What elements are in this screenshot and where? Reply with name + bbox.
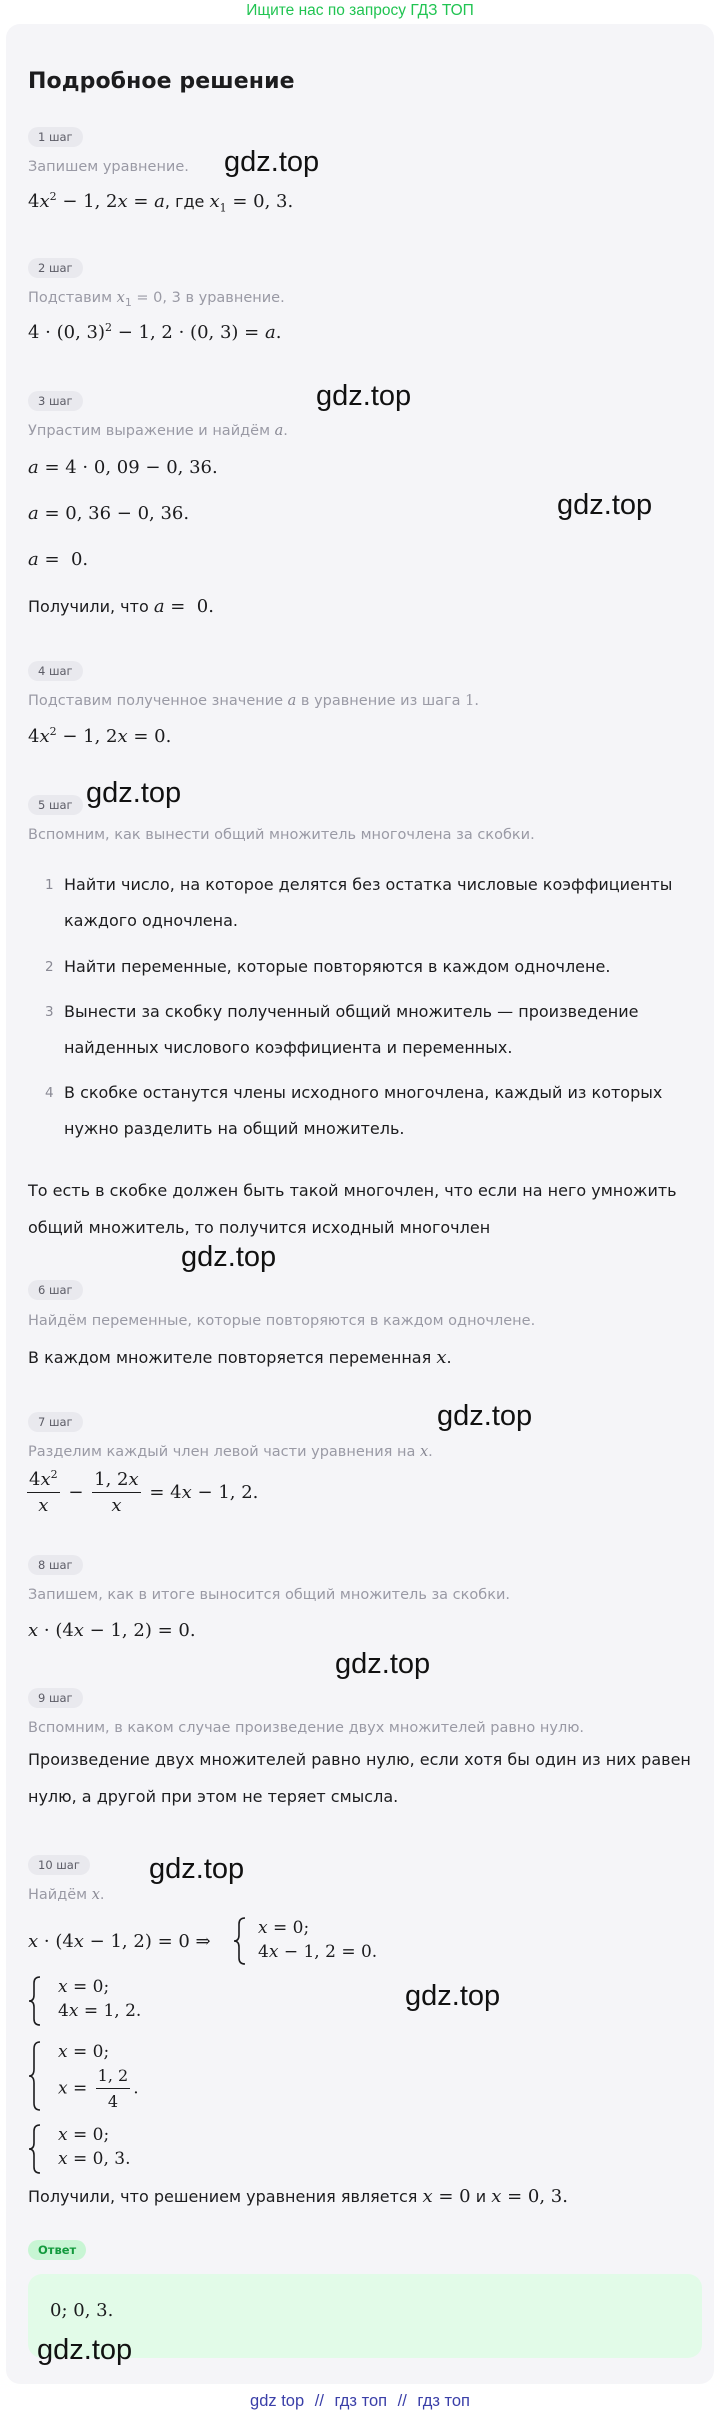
- page-title: Подробное решение: [28, 69, 295, 94]
- step-hint: Подставим $x_1 = 0$, 3 в уравнение.: [28, 290, 285, 309]
- brace-icon: [28, 2040, 42, 2112]
- answer-value: 0; 0, 3.: [50, 2300, 114, 2321]
- list-item: 4 В скобке останутся члены исходного многочлена, каждый из которых нужно разделить на общий множитель.: [45, 1083, 663, 1138]
- step-badge: 2 шаг: [28, 258, 83, 278]
- watermark: gdz.top: [224, 146, 320, 178]
- list-item: 3 Вынести за скобку полученный общий множитель — произведение найденных числового коэффициента и переменных.: [45, 1002, 639, 1057]
- step-hint: Запишем, как в итоге выносится общий множитель за скобки.: [28, 1587, 511, 1603]
- step-badge: 8 шаг: [28, 1555, 83, 1575]
- list-item: 2 Найти переменные, которые повторяются в каждом одночлене.: [45, 957, 611, 976]
- answer-badge: Ответ: [28, 2240, 86, 2260]
- watermark: gdz.top: [437, 1400, 533, 1432]
- result-line: Получили, что a = 0.: [28, 596, 214, 617]
- step-badge: 10 шаг: [28, 1855, 90, 1875]
- equation: a = 0.: [28, 549, 89, 570]
- watermark: gdz.top: [335, 1648, 431, 1680]
- equation: x · (4x − 1, 2) = 0 ⇒: [28, 1931, 211, 1952]
- watermark: gdz.top: [316, 380, 412, 412]
- footer-link[interactable]: gdz top: [250, 2392, 305, 2410]
- step-hint: Запишем уравнение.: [28, 159, 189, 175]
- step-hint: Вспомним, как вынести общий множитель многочлена за скобки.: [28, 827, 535, 843]
- step-badge: 4 шаг: [28, 661, 83, 681]
- step-badge: 6 шаг: [28, 1280, 83, 1300]
- brace-icon: [28, 2123, 42, 2175]
- rule-text: Произведение двух множителей равно нулю, если хотя бы один из них равен нулю, а другой при этом не теряет смысла.: [28, 1750, 691, 1806]
- watermark: gdz.top: [181, 1241, 277, 1273]
- list-item: 1 Найти число, на которое делятся без остатка числовые коэффициенты каждого одночлена.: [45, 875, 673, 930]
- footer-link[interactable]: гдз топ: [334, 2392, 388, 2410]
- equation: $\frac{4x^2}{x}$ − $\frac{1, 2x}{x}$ = 4x − 1, 2.: [29, 1468, 259, 1516]
- equation: a = 4 · 0, 09 − 0, 36.: [28, 457, 218, 478]
- step-hint: Найдём x.: [28, 1887, 105, 1903]
- equation: x · (4x − 1, 2) = 0.: [28, 1620, 196, 1641]
- equation: $4x^2 - 1$, 2x = 0.: [28, 725, 172, 747]
- equation: 4 · (0, 3)$^2$ − 1, 2 · (0, 3) = a.: [28, 321, 282, 343]
- step-badge: 1 шаг: [28, 127, 83, 147]
- watermark: gdz.top: [37, 2334, 133, 2366]
- footer-links: [0, 2386, 720, 2416]
- result-line: В каждом множителе повторяется переменная x.: [28, 1347, 452, 1368]
- step-hint: Упрастим выражение и найдём a.: [28, 423, 288, 439]
- equation: a = 0, 36 − 0, 36.: [28, 503, 190, 524]
- footer-separator: //: [397, 2392, 407, 2410]
- step-hint: Вспомним, в каком случае произведение двух множителей равно нулю.: [28, 1720, 585, 1736]
- footer-link[interactable]: гдз топ: [417, 2392, 470, 2410]
- step-badge: 5 шаг: [28, 795, 83, 815]
- watermark: gdz.top: [405, 1980, 501, 2012]
- explanation-text: То есть в скобке должен быть такой многочлен, что если на него умножить общий множитель, то получится исходный многочлен: [28, 1181, 677, 1237]
- footer-separator: //: [314, 2392, 324, 2410]
- watermark: gdz.top: [557, 489, 653, 521]
- step-badge: 3 шаг: [28, 391, 83, 411]
- brace-icon: [28, 1975, 42, 2027]
- final-result: Получили, что решением уравнения является x = 0 и x = 0, 3.: [28, 2186, 568, 2207]
- watermark: gdz.top: [86, 777, 182, 809]
- step-badge: 9 шаг: [28, 1688, 83, 1708]
- step-hint: Найдём переменные, которые повторяются в каждом одночлене.: [28, 1313, 536, 1329]
- step-hint: Разделим каждый член левой части уравнения на x.: [28, 1444, 433, 1460]
- step-badge: 7 шаг: [28, 1412, 83, 1432]
- watermark: gdz.top: [149, 1853, 245, 1885]
- equation: $4x^2 - 1$, 2x = a, где $x_1 = 0$, 3.: [28, 190, 294, 215]
- brace-icon: [233, 1916, 247, 1966]
- search-banner[interactable]: Ищите нас по запросу ГДЗ ТОП: [246, 2, 474, 19]
- step-hint: Подставим полученное значение a в уравнение из шага 1.: [28, 693, 479, 709]
